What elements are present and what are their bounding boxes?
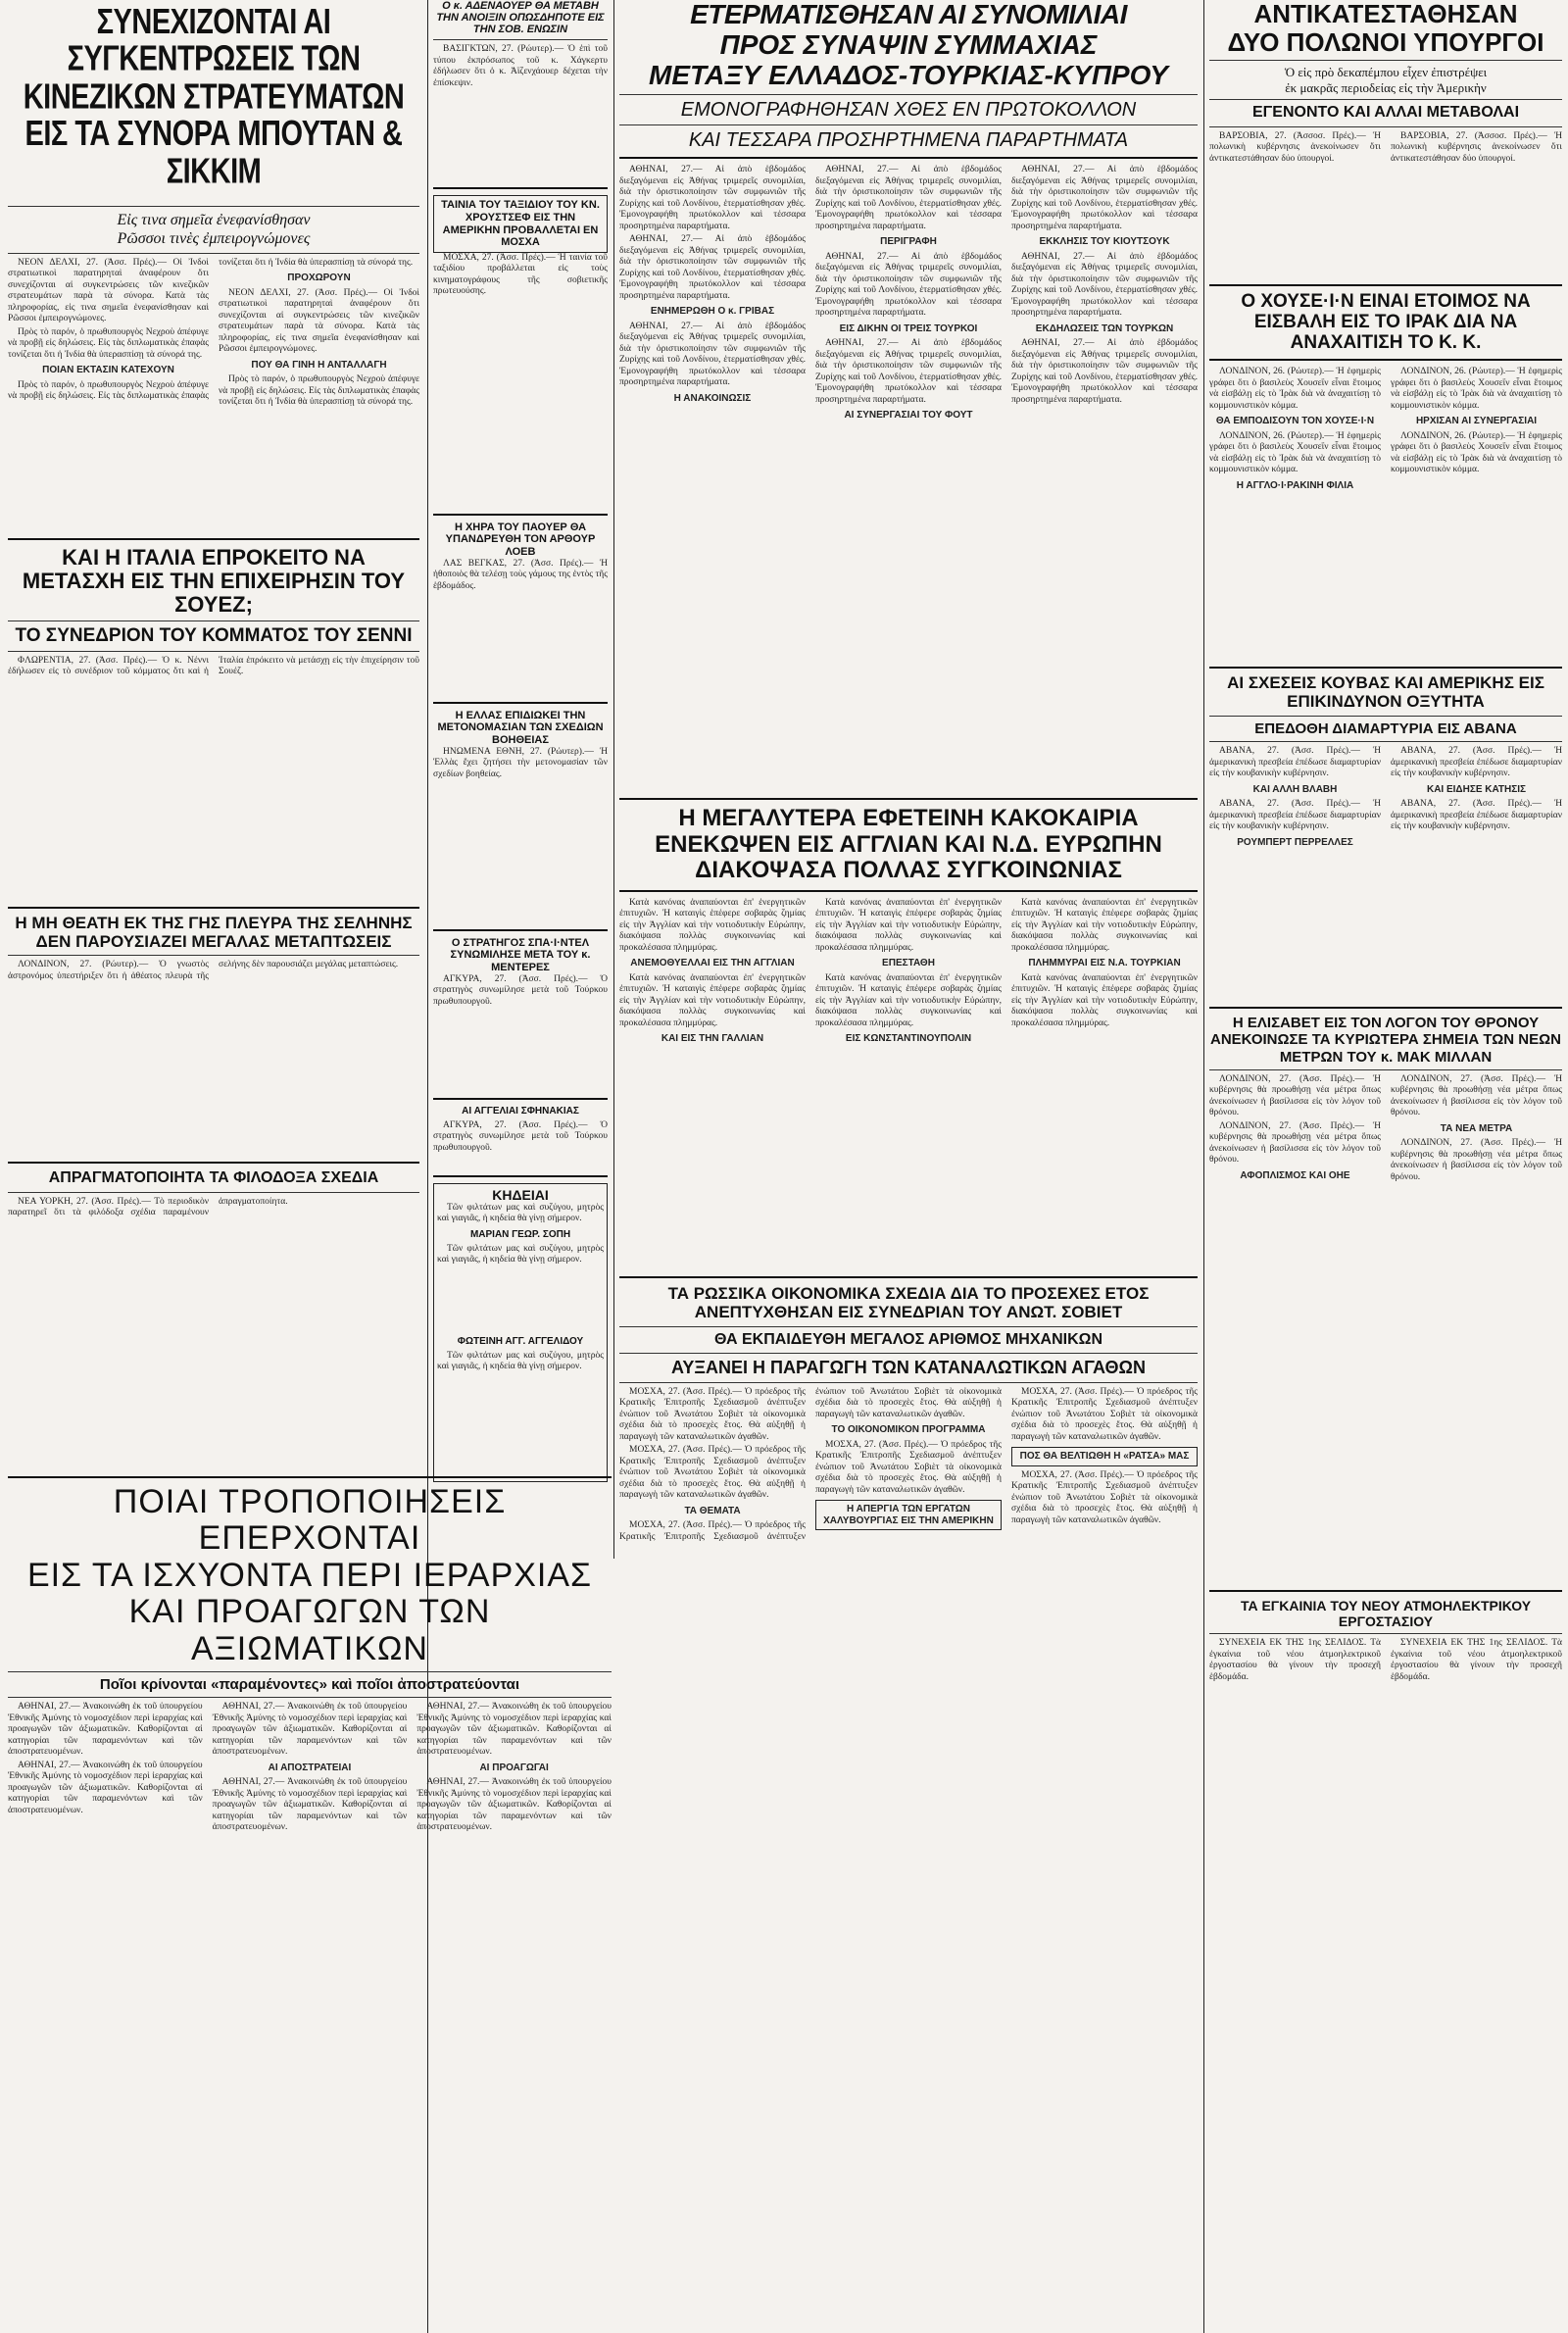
subheadline: Ρῶσσοι τινὲς ἐμπειρογνώμονες <box>117 230 311 248</box>
column-second <box>433 0 608 1559</box>
section-heading: ΑΙ ΑΠΟΣΤΡΑΤΕΙΑΙ <box>268 1762 352 1773</box>
headline-chinese-troops: ΣΥΝΕΧΙΖΟΝΤΑΙ ΑΙ ΣΥΓΚΕΝΤΡΩΣΕΙΣ ΤΩΝ ΚΙΝΕΖΙΚΩΝ ΣΤΡΑΤΕΥΜΑΤΩΝ ΕΙΣ ΤΑ ΣΥΝΟΡΑ ΜΠΟΥΤΑΝ & ΣΙΚΚΙΜ <box>23 2 405 191</box>
article-body: ΒΑΣΙΓΚΤΩΝ, 27. (Ρώυτερ).— Ὁ ἐπὶ τοῦ τύπου ἐκπρόσωπος τοῦ κ. Χάγκερτυ ἐδήλωσεν ὅτι ὁ κ. Ἀϊζενχάουερ δέχεται τὴν ἐπίσκεψιν. <box>433 44 608 88</box>
section-heading: ΑΙ ΣΥΝΕΡΓΑΣΙΑΙ ΤΟΥ ΦΟΥΤ <box>844 410 973 422</box>
subheadline: ΑΥΞΑΝΕΙ Η ΠΑΡΑΓΩΓΗ ΤΩΝ ΚΑΤΑΝΑΛΩΤΙΚΩΝ ΑΓΑΘΩΝ <box>671 1358 1146 1378</box>
section-heading: ΠΛΗΜΜΥΡΑΙ ΕΙΣ Ν.Α. ΤΟΥΡΚΙΑΝ <box>1028 958 1181 969</box>
article-body: ΜΟΣΧΑ, 27. (Ἀσσ. Πρές).— Ὁ πρόεδρος τῆς Κρατικῆς Ἐπιτροπῆς Σχεδιασμοῦ ἀνέπτυξεν ἐνώπιον τοῦ Ἀνωτάτου Σοβιὲτ τὰ οἰκονομικὰ σχέδια διὰ τὸ προσεχὲς ἔτος. Θὰ αὐξηθῇ ἡ παραγωγὴ τῶν καταναλωτικῶν ἀγαθῶν. ΜΟΣΧΑ, 27. (Ἀσσ. Πρές).— Ὁ πρόεδρος τῆς Κρατικῆς Ἐπιτροπῆς Σχεδιασμοῦ ἀνέπτυξεν ἐνώπιον τοῦ Ἀνωτάτου Σοβιὲτ τὰ οἰκονομικὰ σχέδια διὰ τὸ προσεχὲς ἔτος. Θὰ αὐξηθῇ ἡ παραγωγὴ τῶν καταναλωτικῶν ἀγαθῶν. ΤΑ ΘΕΜΑΤΑ ΜΟΣΧΑ, 27. (Ἀσσ. Πρές).— Ὁ πρόεδρος τῆς Κρατικῆς Ἐπιτροπῆς Σχεδιασμοῦ ἀνέπτυξεν ἐνώπιον τοῦ Ἀνωτάτου Σοβιὲτ τὰ οἰκονομικὰ σχέδια διὰ τὸ προσεχὲς ἔτος. Θὰ αὐξηθῇ ἡ παραγωγὴ τῶν καταναλωτικῶν ἀγαθῶν. ΤΟ ΟΙΚΟΝΟΜΙΚΟΝ ΠΡΟΓΡΑΜΜΑ ΜΟΣΧΑ, 27. (Ἀσσ. Πρές).— Ὁ πρόεδρος τῆς Κρατικῆς Ἐπιτροπῆς Σχεδιασμοῦ ἀνέπτυξεν ἐνώπιον τοῦ Ἀνωτάτου Σοβιὲτ τὰ οἰκονομικὰ σχέδια διὰ τὸ προσεχὲς ἔτος. Θὰ αὐξηθῇ ἡ παραγωγὴ τῶν καταναλωτικῶν ἀγαθῶν. Η ΑΠΕΡΓΙΑ ΤΩΝ ΕΡΓΑΤΩΝ ΧΑΛΥΒΟΥΡΓΙΑΣ ΕΙΣ ΤΗΝ ΑΜΕΡΙΚΗΝ ΜΟΣΧΑ, 27. (Ἀσσ. Πρές).— Ὁ πρόεδρος τῆς Κρατικῆς Ἐπιτροπῆς Σχεδιασμοῦ ἀνέπτυξεν ἐνώπιον τοῦ Ἀνωτάτου Σοβιὲτ τὰ οἰκονομικὰ σχέδια διὰ τὸ προσεχὲς ἔτος. Θὰ αὐξηθῇ ἡ παραγωγὴ τῶν καταναλωτικῶν ἀγαθῶν. ΠΟΣ ΘΑ ΒΕΛΤΙΩΘΗ Η «ΡΑΤΣΑ» ΜΑΣ ΜΟΣΧΑ, 27. (Ἀσσ. Πρές).— Ὁ πρόεδρος τῆς Κρατικῆς Ἐπιτροπῆς Σχεδιασμοῦ ἀνέπτυξεν ἐνώπιον τοῦ Ἀνωτάτου Σοβιὲτ τὰ οἰκονομικὰ σχέδια διὰ τὸ προσεχὲς ἔτος. Θὰ αὐξηθῇ ἡ παραγωγὴ τῶν καταναλωτικῶν ἀγαθῶν. <box>619 1386 1198 1542</box>
subheadline: Ποῖοι κρίνονται «παραμένοντες» καὶ ποῖοι ἀποστρατεύονται <box>99 1675 520 1693</box>
funeral-heading: ΚΗΔΕΙΑΙ <box>492 1186 549 1203</box>
headline-hussein: Ο ΧΟΥΣΕ·Ι·Ν ΕΙΝΑΙ ΕΤΟΙΜΟΣ ΝΑ ΕΙΣΒΑΛΗ ΕΙΣ ΤΟ ΙΡΑΚ ΔΙΑ ΝΑ ΑΝΑΧΑΙΤΙΣΗ ΤΟ Κ. Κ. <box>1241 290 1531 353</box>
bottom-left-article <box>8 1470 612 2329</box>
subheadline: ΚΑΙ ΤΕΣΣΑΡΑ ΠΡΟΣΗΡΤΗΜΕΝΑ ΠΑΡΑΡΤΗΜΑΤΑ <box>688 129 1129 152</box>
subheadline: Ὁ εἰς πρὸ δεκαπέμπου εἶχεν ἐπιστρέψει <box>1284 65 1488 80</box>
headline-moon: Η ΜΗ ΘΕΑΤΗ ΕΚ ΤΗΣ ΓΗΣ ΠΛΕΥΡΑ ΤΗΣ ΣΕΛΗΝΗΣ ΔΕΝ ΠΑΡΟΥΣΙΑΖΕΙ ΜΕΓΑΛΑΣ ΜΕΤΑΠΤΩΣΕΙΣ <box>15 913 413 951</box>
headline-greece-aid: Η ΕΛΛΑΣ ΕΠΙΔΙΩΚΕΙ ΤΗΝ ΜΕΤΟΝΟΜΑΣΙΑΝ ΤΩΝ ΣΧΕΔΙΩΝ ΒΟΗΘΕΙΑΣ <box>437 709 604 747</box>
headline-officers: ΠΟΙΑΙ ΤΡΟΠΟΠΟΙΗΣΕΙΣ ΕΠΕΡΧΟΝΤΑΙ <box>113 1483 507 1558</box>
headline-general: Ο ΣΤΡΑΤΗΓΟΣ ΣΠΑ·Ι·ΝΤΕΛ ΣΥΝΩΜΙΛΗΣΕ ΜΕΤΑ ΤΟΥ κ. ΜΕΝΤΕΡΕΣ <box>450 936 591 973</box>
section-heading: ΗΡΧΙΣΑΝ ΑΙ ΣΥΝΕΡΓΑΣΙΑΙ <box>1415 416 1538 427</box>
headline-italy-suez: ΚΑΙ Η ΙΤΑΛΙΑ ΕΠΡΟΚΕΙΤΟ ΝΑ ΜΕΤΑΣΧΗ ΕΙΣ ΤΗΝ ΕΠΙΧΕΙΡΗΣΙΝ ΤΟΥ ΣΟΥΕΖ; <box>22 544 406 617</box>
article-body: ΑΒΑΝΑ, 27. (Ἀσσ. Πρές).— Ἡ ἀμερικανικὴ πρεσβεία ἐπέδωσε διαμαρτυρίαν εἰς τὴν κουβανικὴν κυβέρνησιν. ΚΑΙ ΑΛΛΗ ΒΛΑΒΗ ΑΒΑΝΑ, 27. (Ἀσσ. Πρές).— Ἡ ἀμερικανικὴ πρεσβεία ἐπέδωσε διαμαρτυρίαν εἰς τὴν κουβανικὴν κυβέρνησιν. ΡΟΥΜΠΕΡΤ ΠΕΡΡΕΛΛΕΣ ΑΒΑΝΑ, 27. (Ἀσσ. Πρές).— Ἡ ἀμερικανικὴ πρεσβεία ἐπέδωσε διαμαρτυρίαν εἰς τὴν κουβανικὴν κυβέρνησιν. ΚΑΙ ΕΙΔΗΣΕ ΚΑΤΗΣΙΣ ΑΒΑΝΑ, 27. (Ἀσσ. Πρές).— Ἡ ἀμερικανικὴ πρεσβεία ἐπέδωσε διαμαρτυρίαν εἰς τὴν κουβανικὴν κυβέρνησιν. <box>1209 746 1562 848</box>
section-heading: ΕΝΗΜΕΡΩΘΗ Ο κ. ΓΡΙΒΑΣ <box>650 306 775 318</box>
funeral-name: ΦΩΤΕΙΝΗ ΑΓΓ. ΑΓΓΕΛΙΔΟΥ <box>457 1335 584 1347</box>
section-heading: ΕΚΔΗΛΩΣΕΙΣ ΤΩΝ ΤΟΥΡΚΩΝ <box>1035 323 1174 334</box>
column-center <box>619 0 1198 2333</box>
section-heading: Η ΑΠΕΡΓΙΑ ΤΩΝ ΕΡΓΑΤΩΝ ΧΑΛΥΒΟΥΡΓΙΑΣ ΕΙΣ ΤΗΝ ΑΜΕΡΙΚΗΝ <box>815 1500 1002 1530</box>
funeral-name: ΜΑΡΙΑΝ ΓΕΩΡ. ΣΟΠΗ <box>469 1228 571 1240</box>
article-body: Κατὰ κανόνας ἀναπαύονται ἐπ' ἐνεργητικῶν ἐπιτυχιῶν. Ἡ καταιγὶς ἐπέφερε σοβαρὰς ζημίας εἰς τὴν Ἀγγλίαν καὶ τὴν νοτιοδυτικὴν Εὐρώπην, διακόψασα πολλὰς συγκοινωνίας καὶ προκαλέσασα πλημμύρας. ΑΝΕΜΟΘΥΕΛΛΑΙ ΕΙΣ ΤΗΝ ΑΓΓΛΙΑΝ Κατὰ κανόνας ἀναπαύονται ἐπ' ἐνεργητικῶν ἐπιτυχιῶν. Ἡ καταιγὶς ἐπέφερε σοβαρὰς ζημίας εἰς τὴν Ἀγγλίαν καὶ τὴν νοτιοδυτικὴν Εὐρώπην, διακόψασα πολλὰς συγκοινωνίας καὶ προκαλέσασα πλημμύρας. ΚΑΙ ΕΙΣ ΤΗΝ ΓΑΛΛΙΑΝ Κατὰ κανόνας ἀναπαύονται ἐπ' ἐνεργητικῶν ἐπιτυχιῶν. Ἡ καταιγὶς ἐπέφερε σοβαρὰς ζημίας εἰς τὴν Ἀγγλίαν καὶ τὴν νοτιοδυτικὴν Εὐρώπην, διακόψασα πολλὰς συγκοινωνίας καὶ προκαλέσασα πλημμύρας. ΕΠΕΣΤΑΘΗ Κατὰ κανόνας ἀναπαύονται ἐπ' ἐνεργητικῶν ἐπιτυχιῶν. Ἡ καταιγὶς ἐπέφερε σοβαρὰς ζημίας εἰς τὴν Ἀγγλίαν καὶ τὴν νοτιοδυτικὴν Εὐρώπην, διακόψασα πολλὰς συγκοινωνίας καὶ προκαλέσασα πλημμύρας. ΕΙΣ ΚΩΝΣΤΑΝΤΙΝΟΥΠΟΛΙΝ Κατὰ κανόνας ἀναπαύονται ἐπ' ἐνεργητικῶν ἐπιτυχιῶν. Ἡ καταιγὶς ἐπέφερε σοβαρὰς ζημίας εἰς τὴν Ἀγγλίαν καὶ τὴν νοτιοδυτικὴν Εὐρώπην, διακόψασα πολλὰς συγκοινωνίας καὶ προκαλέσασα πλημμύρας. ΠΛΗΜΜΥΡΑΙ ΕΙΣ Ν.Α. ΤΟΥΡΚΙΑΝ Κατὰ κανόνας ἀναπαύονται ἐπ' ἐνεργητικῶν ἐπιτυχιῶν. Ἡ καταιγὶς ἐπέφερε σοβαρὰς ζημίας εἰς τὴν Ἀγγλίαν καὶ τὴν νοτιοδυτικὴν Εὐρώπην, διακόψασα πολλὰς συγκοινωνίας καὶ προκαλέσασα πλημμύρας. <box>619 897 1198 1045</box>
section-heading: ΠΕΡΙΓΡΑΦΗ <box>880 236 937 248</box>
section-heading: ΠΟΥ ΘΑ ΓΙΝΗ Η ΑΝΤΑΛΛΑΓΗ <box>251 359 387 371</box>
headline-widow: Η ΧΗΡΑ ΤΟΥ ΠΑΟΥΕΡ ΘΑ ΥΠΑΝΔΡΕΥΘΗ ΤΟΝ ΑΡΘΟΥΡ ΛΟΕΒ <box>445 521 596 559</box>
subheadline: ΕΜΟΝΟΓΡΑΦΗΘΗΣΑΝ ΧΘΕΣ ΕΝ ΠΡΩΤΟΚΟΛΛΟΝ <box>680 99 1137 122</box>
column-left <box>8 0 419 1461</box>
section-heading: ΕΠΕΣΤΑΘΗ <box>882 958 935 969</box>
headline-polish-ministers: ΔΥΟ ΠΟΛΩΝΟΙ ΥΠΟΥΡΓΟΙ <box>1227 26 1544 57</box>
headline-adenauer: Ο κ. ΑΔΕΝΑΟΥΕΡ ΘΑ ΜΕΤΑΒΗ ΤΗΝ ΑΝΟΙΞΙΝ ΟΠΩΣΔΗΠΟΤΕ ΕΙΣ ΤΗΝ ΣΟΒ. ΕΝΩΣΙΝ <box>436 0 605 36</box>
article-body: ΣΥΝΕΧΕΙΑ ΕΚ ΤΗΣ 1ης ΣΕΛΙΔΟΣ. Τὰ ἐγκαίνια τοῦ νέου ἀτμοηλεκτρικοῦ ἐργοστασίου θὰ γίνουν τὴν προσεχῆ ἑβδομάδα. ΣΥΝΕΧΕΙΑ ΕΚ ΤΗΣ 1ης ΣΕΛΙΔΟΣ. Τὰ ἐγκαίνια τοῦ νέου ἀτμοηλεκτρικοῦ ἐργοστασίου θὰ γίνουν τὴν προσεχῆ ἑβδομάδα. <box>1209 1638 1562 1682</box>
section-heading: ΠΡΟΧΩΡΟΥΝ <box>287 273 351 284</box>
section-heading: ΑΙ ΑΓΓΕΛΙΑΙ ΣΦΗΝΑΚΙΑΣ <box>462 1105 579 1117</box>
subheadline: ἐκ μακρᾶς περιοδείας εἰς τὴν Ἀμερικὴν <box>1285 79 1487 95</box>
article-body: ΑΘΗΝΑΙ, 27.— Ἀνακοινώθη ἐκ τοῦ ὑπουργείου Ἐθνικῆς Ἀμύνης τὸ νομοσχέδιον περὶ ἱεραρχίας καὶ προαγωγῶν τῶν ἀξιωματικῶν. Καθορίζονται αἱ κατηγορίαι τῶν παραμενόντων καὶ τῶν ἀποστρατευομένων. ΑΘΗΝΑΙ, 27.— Ἀνακοινώθη ἐκ τοῦ ὑπουργείου Ἐθνικῆς Ἀμύνης τὸ νομοσχέδιον περὶ ἱεραρχίας καὶ προαγωγῶν τῶν ἀξιωματικῶν. Καθορίζονται αἱ κατηγορίαι τῶν παραμενόντων καὶ τῶν ἀποστρατευομένων. ΑΘΗΝΑΙ, 27.— Ἀνακοινώθη ἐκ τοῦ ὑπουργείου Ἐθνικῆς Ἀμύνης τὸ νομοσχέδιον περὶ ἱεραρχίας καὶ προαγωγῶν τῶν ἀξιωματικῶν. Καθορίζονται αἱ κατηγορίαι τῶν παραμενόντων καὶ τῶν ἀποστρατευομένων. ΑΙ ΑΠΟΣΤΡΑΤΕΙΑΙ ΑΘΗΝΑΙ, 27.— Ἀνακοινώθη ἐκ τοῦ ὑπουργείου Ἐθνικῆς Ἀμύνης τὸ νομοσχέδιον περὶ ἱεραρχίας καὶ προαγωγῶν τῶν ἀξιωματικῶν. Καθορίζονται αἱ κατηγορίαι τῶν παραμενόντων καὶ τῶν ἀποστρατευομένων. ΑΘΗΝΑΙ, 27.— Ἀνακοινώθη ἐκ τοῦ ὑπουργείου Ἐθνικῆς Ἀμύνης τὸ νομοσχέδιον περὶ ἱεραρχίας καὶ προαγωγῶν τῶν ἀξιωματικῶν. Καθορίζονται αἱ κατηγορίαι τῶν παραμενόντων καὶ τῶν ἀποστρατευομένων. ΑΙ ΠΡΟΑΓΩΓΑΙ ΑΘΗΝΑΙ, 27.— Ἀνακοινώθη ἐκ τοῦ ὑπουργείου Ἐθνικῆς Ἀμύνης τὸ νομοσχέδιον περὶ ἱεραρχίας καὶ προαγωγῶν τῶν ἀξιωματικῶν. Καθορίζονται αἱ κατηγορίαι τῶν παραμενόντων καὶ τῶν ἀποστρατευομένων. <box>8 1702 612 1833</box>
subheadline: Εἰς τινα σημεῖα ἐνεφανίσθησαν <box>117 212 311 229</box>
headline-power-plant: ΤΑ ΕΓΚΑΙΝΙΑ ΤΟΥ ΝΕΟΥ ΑΤΜΟΗΛΕΚΤΡΙΚΟΥ ΕΡΓΟΣΤΑΣΙΟΥ <box>1240 1597 1532 1629</box>
column-rule <box>1203 0 1204 2333</box>
section-heading: ΤΟ ΟΙΚΟΝΟΜΙΚΟΝ ΠΡΟΓΡΑΜΜΑ <box>831 1424 986 1436</box>
article-body: ΑΘΗΝΑΙ, 27.— Αἱ ἀπὸ ἑβδομάδος διεξαγόμεναι εἰς Ἀθήνας τριμερεῖς συνομιλίαι, διὰ τὴν ὁριστικοποίησιν τῶν συμφωνιῶν τῆς Ζυρίχης καὶ τοῦ Λονδίνου, ἐτερματίσθησαν χθές. Ἐμονογραφήθη πρωτόκολλον καὶ τέσσαρα προσηρτημένα παραρτήματα. ΑΘΗΝΑΙ, 27.— Αἱ ἀπὸ ἑβδομάδος διεξαγόμεναι εἰς Ἀθήνας τριμερεῖς συνομιλίαι, διὰ τὴν ὁριστικοποίησιν τῶν συμφωνιῶν τῆς Ζυρίχης καὶ τοῦ Λονδίνου, ἐτερματίσθησαν χθές. Ἐμονογραφήθη πρωτόκολλον καὶ τέσσαρα προσηρτημένα παραρτήματα. ΕΝΗΜΕΡΩΘΗ Ο κ. ΓΡΙΒΑΣ ΑΘΗΝΑΙ, 27.— Αἱ ἀπὸ ἑβδομάδος διεξαγόμεναι εἰς Ἀθήνας τριμερεῖς συνομιλίαι, διὰ τὴν ὁριστικοποίησιν τῶν συμφωνιῶν τῆς Ζυρίχης καὶ τοῦ Λονδίνου, ἐτερματίσθησαν χθές. Ἐμονογραφήθη πρωτόκολλον καὶ τέσσαρα προσηρτημένα παραρτήματα. Η ΑΝΑΚΟΙΝΩΣΙΣ ΑΘΗΝΑΙ, 27.— Αἱ ἀπὸ ἑβδομάδος διεξαγόμεναι εἰς Ἀθήνας τριμερεῖς συνομιλίαι, διὰ τὴν ὁριστικοποίησιν τῶν συμφωνιῶν τῆς Ζυρίχης καὶ τοῦ Λονδίνου, ἐτερματίσθησαν χθές. Ἐμονογραφήθη πρωτόκολλον καὶ τέσσαρα προσηρτημένα παραρτήματα. ΠΕΡΙΓΡΑΦΗ ΑΘΗΝΑΙ, 27.— Αἱ ἀπὸ ἑβδομάδος διεξαγόμεναι εἰς Ἀθήνας τριμερεῖς συνομιλίαι, διὰ τὴν ὁριστικοποίησιν τῶν συμφωνιῶν τῆς Ζυρίχης καὶ τοῦ Λονδίνου, ἐτερματίσθησαν χθές. Ἐμονογραφήθη πρωτόκολλον καὶ τέσσαρα προσηρτημένα παραρτήματα. ΕΙΣ ΔΙΚΗΝ ΟΙ ΤΡΕΙΣ ΤΟΥΡΚΟΙ ΑΘΗΝΑΙ, 27.— Αἱ ἀπὸ ἑβδομάδος διεξαγόμεναι εἰς Ἀθήνας τριμερεῖς συνομιλίαι, διὰ τὴν ὁριστικοποίησιν τῶν συμφωνιῶν τῆς Ζυρίχης καὶ τοῦ Λονδίνου, ἐτερματίσθησαν χθές. Ἐμονογραφήθη πρωτόκολλον καὶ τέσσαρα προσηρτημένα παραρτήματα. ΑΙ ΣΥΝΕΡΓΑΣΙΑΙ ΤΟΥ ΦΟΥΤ ΑΘΗΝΑΙ, 27.— Αἱ ἀπὸ ἑβδομάδος διεξαγόμεναι εἰς Ἀθήνας τριμερεῖς συνομιλίαι, διὰ τὴν ὁριστικοποίησιν τῶν συμφωνιῶν τῆς Ζυρίχης καὶ τοῦ Λονδίνου, ἐτερματίσθησαν χθές. Ἐμονογραφήθη πρωτόκολλον καὶ τέσσαρα προσηρτημένα παραρτήματα. ΕΚΚΛΗΣΙΣ ΤΟΥ ΚΙΟΥΤΣΟΥΚ ΑΘΗΝΑΙ, 27.— Αἱ ἀπὸ ἑβδομάδος διεξαγόμεναι εἰς Ἀθήνας τριμερεῖς συνομιλίαι, διὰ τὴν ὁριστικοποίησιν τῶν συμφωνιῶν τῆς Ζυρίχης καὶ τοῦ Λονδίνου, ἐτερματίσθησαν χθές. Ἐμονογραφήθη πρωτόκολλον καὶ τέσσαρα προσηρτημένα παραρτήματα. ΕΚΔΗΛΩΣΕΙΣ ΤΩΝ ΤΟΥΡΚΩΝ ΑΘΗΝΑΙ, 27.— Αἱ ἀπὸ ἑβδομάδος διεξαγόμεναι εἰς Ἀθήνας τριμερεῖς συνομιλίαι, διὰ τὴν ὁριστικοποίησιν τῶν συμφωνιῶν τῆς Ζυρίχης καὶ τοῦ Λονδίνου, ἐτερματίσθησαν χθές. Ἐμονογραφήθη πρωτόκολλον καὶ τέσσαρα προσηρτημένα παραρτήματα. <box>619 165 1198 422</box>
article-body: ΜΟΣΧΑ, 27. (Ἀσσ. Πρές).— Ἡ ταινία τοῦ ταξιδίου προβάλλεται εἰς τοὺς κινηματογράφους τῆς σοβιετικῆς πρωτευούσης. <box>433 252 608 297</box>
column-right <box>1209 0 1562 2333</box>
subheadline: ΤΟ ΣΥΝΕΔΡΙΟΝ ΤΟΥ ΚΟΜΜΑΤΟΣ ΤΟΥ ΣΕΝΝΙ <box>15 625 413 647</box>
headline-storm: ΔΙΑΚΟΨΑΣΑ ΠΟΛΛΑΣ ΣΥΓΚΟΙΝΩΝΙΑΣ <box>695 857 1122 884</box>
section-heading: ΕΙΣ ΔΙΚΗΝ ΟΙ ΤΡΕΙΣ ΤΟΥΡΚΟΙ <box>839 323 978 334</box>
article-body: ΑΓΚΥΡΑ, 27. (Ἀσσ. Πρές).— Ὁ στρατηγὸς συνωμίλησε μετὰ τοῦ Τούρκου πρωθυπουργοῦ. <box>433 1119 608 1153</box>
headline-officers: ΕΙΣ ΤΑ ΙΣΧΥΟΝΤΑ ΠΕΡΙ ΙΕΡΑΡΧΙΑΣ <box>26 1556 593 1594</box>
headline-alliance: ΠΡΟΣ ΣΥΝΑΨΙΝ ΣΥΜΜΑΧΙΑΣ <box>719 28 1098 60</box>
section-heading: Η ΑΓΓΛΟ·Ι·ΡΑΚΙΝΗ ΦΙΛΙΑ <box>1236 479 1354 491</box>
headline-alliance: ΕΤΕΡΜΑΤΙΣΘΗΣΑΝ ΑΙ ΣΥΝΟΜΙΛΙΑΙ <box>690 0 1127 29</box>
article-body: ΛΟΝΔΙΝΟΝ, 27. (Ρώυτερ).— Ὁ γνωστὸς ἀστρονόμος ὑπεστήριξεν ὅτι ἡ ἀθέατος πλευρὰ τῆς σελήνης δὲν παρουσιάζει μεγάλας μεταπτώσεις. <box>8 960 399 981</box>
subheadline: ΕΠΕΔΟΘΗ ΔΙΑΜΑΡΤΥΡΙΑ ΕΙΣ ΑΒΑΝΑ <box>1254 720 1517 737</box>
subheadline: ΕΓΕΝΟΝΤΟ ΚΑΙ ΑΛΛΑΙ ΜΕΤΑΒΟΛΑΙ <box>1251 104 1520 122</box>
article-body: ΛΟΝΔΙΝΟΝ, 27. (Ἀσσ. Πρές).— Ἡ κυβέρνησις θὰ προωθήσῃ νέα μέτρα ὅπως ἀνεκοίνωσεν ἡ βασίλισσα εἰς τὸν λόγον τοῦ θρόνου. ΛΟΝΔΙΝΟΝ, 27. (Ἀσσ. Πρές).— Ἡ κυβέρνησις θὰ προωθήσῃ νέα μέτρα ὅπως ἀνεκοίνωσεν ἡ βασίλισσα εἰς τὸν λόγον τοῦ θρόνου. ΑΦΟΠΛΙΣΜΟΣ ΚΑΙ ΟΗΕ ΛΟΝΔΙΝΟΝ, 27. (Ἀσσ. Πρές).— Ἡ κυβέρνησις θὰ προωθήσῃ νέα μέτρα ὅπως ἀνεκοίνωσεν ἡ βασίλισσα εἰς τὸν λόγον τοῦ θρόνου. ΤΑ ΝΕΑ ΜΕΤΡΑ ΛΟΝΔΙΝΟΝ, 27. (Ἀσσ. Πρές).— Ἡ κυβέρνησις θὰ προωθήσῃ νέα μέτρα ὅπως ἀνεκοίνωσεν ἡ βασίλισσα εἰς τὸν λόγον τοῦ θρόνου. <box>1209 1073 1562 1182</box>
article-body: ΛΟΝΔΙΝΟΝ, 26. (Ρώυτερ).— Ἡ ἐφημερὶς γράφει ὅτι ὁ βασιλεὺς Χουσεΐν εἶναι ἕτοιμος νὰ εἰσβάλῃ εἰς τὸ Ἰρὰκ διὰ νὰ ἀναχαιτίσῃ τὸ κομμουνιστικὸν κόμμα. ΘΑ ΕΜΠΟΔΙΣΟΥΝ ΤΟΝ ΧΟΥΣΕ·Ι·Ν ΛΟΝΔΙΝΟΝ, 26. (Ρώυτερ).— Ἡ ἐφημερὶς γράφει ὅτι ὁ βασιλεὺς Χουσεΐν εἶναι ἕτοιμος νὰ εἰσβάλῃ εἰς τὸ Ἰρὰκ διὰ νὰ ἀναχαιτίσῃ τὸ κομμουνιστικὸν κόμμα. Η ΑΓΓΛΟ·Ι·ΡΑΚΙΝΗ ΦΙΛΙΑ ΛΟΝΔΙΝΟΝ, 26. (Ρώυτερ).— Ἡ ἐφημερὶς γράφει ὅτι ὁ βασιλεὺς Χουσεΐν εἶναι ἕτοιμος νὰ εἰσβάλῃ εἰς τὸ Ἰρὰκ διὰ νὰ ἀναχαιτίσῃ τὸ κομμουνιστικὸν κόμμα. ΗΡΧΙΣΑΝ ΑΙ ΣΥΝΕΡΓΑΣΙΑΙ ΛΟΝΔΙΝΟΝ, 26. (Ρώυτερ).— Ἡ ἐφημερὶς γράφει ὅτι ὁ βασιλεὺς Χουσεΐν εἶναι ἕτοιμος νὰ εἰσβάλῃ εἰς τὸ Ἰρὰκ διὰ νὰ ἀναχαιτίσῃ τὸ κομμουνιστικὸν κόμμα. <box>1209 367 1562 491</box>
headline-cuba: ΑΙ ΣΧΕΣΕΙΣ ΚΟΥΒΑΣ ΚΑΙ ΑΜΕΡΙΚΗΣ ΕΙΣ ΕΠΙΚΙΝΔΥΝΟΝ ΟΞΥΤΗΤΑ <box>1227 673 1544 712</box>
headline-polish-ministers: ΑΝΤΙΚΑΤΕΣΤΑΘΗΣΑΝ <box>1253 0 1518 28</box>
article-body: ΒΑΡΣΟΒΙΑ, 27. (Ἀσσοσ. Πρές).— Ἡ πολωνικὴ κυβέρνησις ἀνεκοίνωσεν ὅτι ἀντικατεστάθησαν δύο ὑπουργοί. ΒΑΡΣΟΒΙΑ, 27. (Ἀσσοσ. Πρές).— Ἡ πολωνικὴ κυβέρνησις ἀνεκοίνωσεν ὅτι ἀντικατεστάθησαν δύο ὑπουργοί. <box>1209 130 1562 164</box>
section-heading: Η ΑΝΑΚΟΙΝΩΣΙΣ <box>673 392 752 404</box>
section-heading: ΕΚΚΛΗΣΙΣ ΤΟΥ ΚΙΟΥΤΣΟΥΚ <box>1039 236 1170 248</box>
section-heading: ΚΑΙ ΕΙΣ ΤΗΝ ΓΑΛΛΙΑΝ <box>661 1033 764 1045</box>
headline-officers: ΚΑΙ ΠΡΟΑΓΩΓΩΝ ΤΩΝ ΑΞΙΩΜΑΤΙΚΩΝ <box>128 1593 491 1667</box>
section-heading: ΠΟΣ ΘΑ ΒΕΛΤΙΩΘΗ Η «ΡΑΤΣΑ» ΜΑΣ <box>1011 1447 1198 1466</box>
section-heading: ΤΑ ΘΕΜΑΤΑ <box>684 1505 741 1516</box>
subheadline: ΘΑ ΕΚΠΑΙΔΕΥΘΗ ΜΕΓΑΛΟΣ ΑΡΙΘΜΟΣ ΜΗΧΑΝΙΚΩΝ <box>713 1330 1103 1348</box>
section-heading: ΠΟΙΑΝ ΕΚΤΑΣΙΝ ΚΑΤΕΧΟΥΝ <box>42 365 174 376</box>
headline-soviet-plans: ΑΝΕΠΤΥΧΘΗΣΑΝ ΕΙΣ ΣΥΝΕΔΡΙΑΝ ΤΟΥ ΑΝΩΤ. ΣΟΒΙΕΤ <box>694 1303 1123 1322</box>
article-body: ΑΓΚΥΡΑ, 27. (Ἀσσ. Πρές).— Ὁ στρατηγὸς συνωμίλησε μετὰ τοῦ Τούρκου πρωθυπουργοῦ. <box>433 973 608 1007</box>
headline-elizabeth: Η ΕΛΙΣΑΒΕΤ ΕΙΣ ΤΟΝ ΛΟΓΟΝ ΤΟΥ ΘΡΟΝΟΥ ΑΝΕΚΟΙΝΩΣΕ ΤΑ ΚΥΡΙΩΤΕΡΑ ΣΗΜΕΙΑ ΤΩΝ ΝΕΩΝ ΜΕΤΡΩΝ ΤΟΥ κ. ΜΑΚ ΜΙΛΛΑΝ <box>1210 1015 1561 1066</box>
article-body: ΗΝΩΜΕΝΑ ΕΘΝΗ, 27. (Ρώυτερ).— Ἡ Ἑλλὰς ἔχει ζητήσει τὴν μετονομασίαν τῶν σχεδίων βοηθείας. <box>433 746 608 779</box>
section-heading: ΑΦΟΠΛΙΣΜΟΣ ΚΑΙ ΟΗΕ <box>1240 1169 1350 1181</box>
section-heading: ΑΝΕΜΟΘΥΕΛΛΑΙ ΕΙΣ ΤΗΝ ΑΓΓΛΙΑΝ <box>630 958 795 969</box>
headline-plans: ΑΠΡΑΓΜΑΤΟΠΟΙΗΤΑ ΤΑ ΦΙΛΟΔΟΞΑ ΣΧΕΔΙΑ <box>48 1169 379 1187</box>
section-heading: ΡΟΥΜΠΕΡΤ ΠΕΡΡΕΛΛΕΣ <box>1237 836 1353 848</box>
article-body: ΛΑΣ ΒΕΓΚΑΣ, 27. (Ἀσσ. Πρές).— Ἡ ἠθοποιὸς θὰ τελέσῃ τοὺς γάμους της ἐντὸς τῆς ἑβδομάδος. <box>433 558 608 591</box>
headline-soviet-plans: ΤΑ ΡΩΣΣΙΚΑ ΟΙΚΟΝΟΜΙΚΑ ΣΧΕΔΙΑ ΔΙΑ ΤΟ ΠΡΟΣΕΧΕΣ ΕΤΟΣ <box>667 1283 1150 1303</box>
article-body: ΝΕΑ ΥΟΡΚΗ, 27. (Ἀσσ. Πρές).— Τὸ περιοδικὸν παρατηρεῖ ὅτι τὰ φιλόδοξα σχέδια παραμένουν ἀπραγματοποίητα. <box>8 1196 288 1218</box>
article-body: ΝΕΟΝ ΔΕΛΧΙ, 27. (Ἀσσ. Πρές).— Οἱ Ἰνδοὶ στρατιωτικοὶ παρατηρηταὶ ἀναφέρουν ὅτι συνεχίζονται αἱ συγκεντρώσεις τῶν κινεζικῶν στρατευμάτων παρὰ τὰ σύνορα. Κατὰ τὰς πληροφορίας, εἰς τινα σημεῖα ἐνεφανίσθησαν καὶ Ρῶσσοι ἐμπειρογνώμονες. Πρὸς τὸ παρόν, ὁ πρωθυπουργὸς Νεχροὺ ἀπέφυγε νὰ προβῇ εἰς δηλώσεις. Εἰς τὰς διπλωματικὰς ἐπαφὰς τονίζεται ὅτι ἡ Ἰνδία θὰ ὑπερασπίσῃ τὰ σύνορά της. ΠΟΙΑΝ ΕΚΤΑΣΙΝ ΚΑΤΕΧΟΥΝ Πρὸς τὸ παρόν, ὁ πρωθυπουργὸς Νεχροὺ ἀπέφυγε νὰ προβῇ εἰς δηλώσεις. Εἰς τὰς διπλωματικὰς ἐπαφὰς τονίζεται ὅτι ἡ Ἰνδία θὰ ὑπερασπίσῃ τὰ σύνορά της. ΠΡΟΧΩΡΟΥΝ ΝΕΟΝ ΔΕΛΧΙ, 27. (Ἀσσ. Πρές).— Οἱ Ἰνδοὶ στρατιωτικοὶ παρατηρηταὶ ἀναφέρουν ὅτι συνεχίζονται αἱ συγκεντρώσεις τῶν κινεζικῶν στρατευμάτων παρὰ τὰ σύνορα. Κατὰ τὰς πληροφορίας, εἰς τινα σημεῖα ἐνεφανίσθησαν καὶ Ρῶσσοι ἐμπειρογνώμονες. ΠΟΥ ΘΑ ΓΙΝΗ Η ΑΝΤΑΛΛΑΓΗ Πρὸς τὸ παρόν, ὁ πρωθυπουργὸς Νεχροὺ ἀπέφυγε νὰ προβῇ εἰς δηλώσεις. Εἰς τὰς διπλωματικὰς ἐπαφὰς τονίζεται ὅτι ἡ Ἰνδία θὰ ὑπερασπίσῃ τὰ σύνορά της. <box>8 257 419 408</box>
funeral-notices: ΚΗΔΕΙΑΙ Τῶν φιλτάτων μας καὶ συζύγου, μητρὸς καὶ γιαγιᾶς, ἡ κηδεία θὰ γίνῃ σήμερον. ΜΑΡΙΑΝ ΓΕΩΡ. ΣΟΠΗ Τῶν φιλτάτων μας καὶ συζύγου, μητρὸς καὶ γιαγιᾶς, ἡ κηδεία θὰ γίνῃ σήμερον. ΦΩΤΕΙΝΗ ΑΓΓ. ΑΓΓΕΛΙΔΟΥ Τῶν φιλτάτων μας καὶ συζύγου, μητρὸς καὶ γιαγιᾶς, ἡ κηδεία θὰ γίνῃ σήμερον. <box>433 1183 608 1482</box>
headline-storm: ΕΝΕΚΩΨΕΝ ΕΙΣ ΑΓΓΛΙΑΝ ΚΑΙ Ν.Δ. ΕΥΡΩΠΗΝ <box>655 830 1162 858</box>
column-rule <box>613 0 614 1559</box>
section-heading: ΕΙΣ ΚΩΝΣΤΑΝΤΙΝΟΥΠΟΛΙΝ <box>845 1033 972 1045</box>
section-heading: ΚΑΙ ΕΙΔΗΣΕ ΚΑΤΗΣΙΣ <box>1426 783 1527 795</box>
section-heading: ΤΑ ΝΕΑ ΜΕΤΡΑ <box>1440 1122 1513 1134</box>
headline-alliance: ΜΕΤΑΞΥ ΕΛΛΑΔΟΣ-ΤΟΥΡΚΙΑΣ-ΚΥΠΡΟΥ <box>649 59 1168 90</box>
headline-storm: Η ΜΕΓΑΛΥΤΕΡΑ ΕΦΕΤΕΙΝΗ ΚΑΚΟΚΑΙΡΙΑ <box>678 805 1139 832</box>
section-heading: ΘΑ ΕΜΠΟΔΙΣΟΥΝ ΤΟΝ ΧΟΥΣΕ·Ι·Ν <box>1215 416 1375 427</box>
headline-khrushchev-film: ΤΑΙΝΙΑ ΤΟΥ ΤΑΞΙΔΙΟΥ ΤΟΥ ΚΝ. ΧΡΟΥΣΤΣΕΦ ΕΙΣ ΤΗΝ ΑΜΕΡΙΚΗΝ ΠΡΟΒΑΛΛΕΤΑΙ ΕΝ ΜΟΣΧΑ <box>441 199 600 249</box>
section-heading: ΑΙ ΠΡΟΑΓΩΓΑΙ <box>479 1762 549 1773</box>
section-heading: ΚΑΙ ΑΛΛΗ ΒΛΑΒΗ <box>1252 783 1338 795</box>
article-body: ΦΛΩΡΕΝΤΙΑ, 27. (Ἀσσ. Πρές).— Ὁ κ. Νέννι ἐδήλωσεν εἰς τὸ συνέδριον τοῦ κόμματος ὅτι καὶ ἡ Ἰταλία ἐπρόκειτο νὰ μετάσχῃ εἰς τὴν ἐπιχείρησιν τοῦ Σουέζ. <box>8 655 419 677</box>
